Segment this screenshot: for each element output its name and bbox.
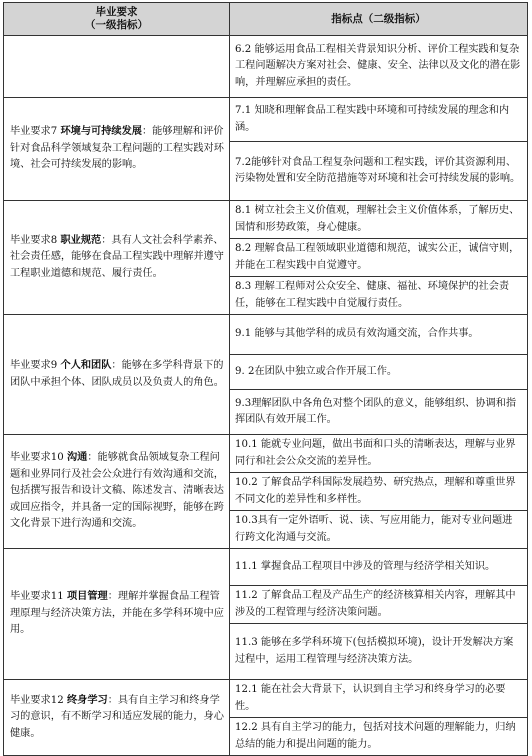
indicator-9-3: 9.3理解团队中各角色对整个团队的意义，能够组织、协调和指挥团队有效开展工作。 <box>230 390 528 435</box>
requirement-11-prefix: 毕业要求11 <box>10 591 64 603</box>
indicator-8-1: 8.1 树立社会主义价值观，理解社会主义价值体系，了解历史、国情和形势政策，身心健康。 <box>230 201 528 239</box>
requirement-cell-empty <box>4 36 230 98</box>
table-row <box>4 98 528 142</box>
requirement-12-title: 终身学习 <box>66 694 108 706</box>
requirement-10-prefix: 毕业要求10 <box>10 452 64 464</box>
requirement-11-title: 项目管理 <box>66 591 108 603</box>
indicator-12-2: 12.2 具有自主学习的能力，包括对技术问题的理解能力，归纳总结的能力和提出问题的能力。 <box>230 718 528 756</box>
requirement-12-prefix: 毕业要求12 <box>10 694 64 706</box>
indicator-9-2: 9. 2在团队中独立或合作开展工作。 <box>230 355 528 390</box>
requirement-9-prefix: 毕业要求9 <box>10 360 58 371</box>
table-row <box>4 435 528 473</box>
requirement-11 <box>4 549 230 680</box>
indicator-8-3: 8.3 理解工程师对公众安全、健康、福祉、环境保护的社会责任，能够在工程实践中自觉履行责任。 <box>230 277 528 315</box>
table-row <box>4 549 528 586</box>
header-requirement <box>4 3 230 36</box>
indicator-11-3: 11.3 能够在多学科环境下(包括模拟环境)，设计开发解决方案过程中，运用工程管理与经济决策方法。 <box>230 624 528 680</box>
table-row <box>4 36 528 98</box>
requirement-7 <box>4 98 230 201</box>
indicator-8-2: 8.2 理解食品工程领域职业道德和规范，诚实公正，诚信守则，并能在工程实践中自觉遵守。 <box>230 239 528 277</box>
table-row <box>4 201 528 239</box>
indicator-11-2: 11.2 了解食品工程及产品生产的经济核算相关内容，理解其中涉及的工程管理与经济决策问题。 <box>230 586 528 624</box>
requirement-10-desc: ：能够就食品领域复杂工程问题和业界同行及社会公众进行有效沟通和交流，包括撰写报告和设计文稿、陈述发言、清晰表达或回应指令，并具备一定的国际视野，能够在跨文化背景下进行沟通和交流。 <box>10 452 224 530</box>
header-requirement-line2: （一级指标） <box>85 19 148 31</box>
indicator-10-3: 10.3具有一定外语听、说、读、写应用能力，能对专业问题进行跨文化沟通与交流。 <box>230 511 528 549</box>
requirement-8-title: 职业规范 <box>60 234 102 246</box>
requirement-7-prefix: 毕业要求7 <box>10 126 58 138</box>
table-row <box>4 315 528 355</box>
indicator-11-1: 11.1 掌握食品工程项目中涉及的管理与经济学相关知识。 <box>230 549 528 586</box>
indicator-10-2: 10.2 了解食品学科国际发展趋势、研究热点，理解和尊重世界不同文化的差异性和多样性。 <box>230 473 528 511</box>
table-header-row <box>4 3 528 36</box>
indicator-6-2: 6.2 能够运用食品工程相关背景知识分析、评价工程实践和复杂工程问题解决方案对社会、健康、安全、法律以及文化的潜在影响，并理解应承担的责任。 <box>230 36 528 98</box>
requirement-12-desc: ：具有自主学习和终身学习的意识，有不断学习和适应发展的能力，身心健康。 <box>10 694 224 739</box>
table-row <box>4 680 528 718</box>
requirement-11-desc: ：理解并掌握食品工程管理原理与经济决策方法，并能在多学科环境中应用。 <box>10 591 224 636</box>
requirement-12 <box>4 680 230 756</box>
requirement-8-prefix: 毕业要求8 <box>10 234 58 246</box>
requirement-9 <box>4 315 230 435</box>
requirement-7-desc: ：能够理解和评价针对食品科学领域复杂工程问题的工程实践对环境、社会可持续发展的影响。 <box>10 126 224 171</box>
indicator-7-2: 7.2能够针对食品工程复杂问题和工程实践，评价其资源利用、污染物处置和安全防范措施等对环境和社会可持续发展的影响。 <box>230 142 528 201</box>
indicator-9-1: 9.1 能够与其他学科的成员有效沟通交流，合作共事。 <box>230 315 528 355</box>
indicator-10-1: 10.1 能就专业问题，做出书面和口头的清晰表达，理解与业界同行和社会公众交流的差异性。 <box>230 435 528 473</box>
requirement-9-desc: ：能够在多学科背景下的团队中承担个体、团队成员以及负责人的角色。 <box>10 360 224 388</box>
requirement-9-title: 个人和团队 <box>60 360 112 371</box>
requirement-10 <box>4 435 230 549</box>
header-requirement-line1: 毕业要求 <box>95 6 138 18</box>
requirement-10-title: 沟通 <box>66 452 88 464</box>
header-indicator: 指标点（二级指标） <box>230 3 528 36</box>
indicator-12-1: 12.1 能在社会大背景下，认识到自主学习和终身学习的必要性。 <box>230 680 528 718</box>
requirements-table <box>3 2 528 756</box>
requirement-8-desc: ：具有人文社会科学素养、社会责任感，能够在食品工程实践中理解并遵守工程职业道德和规范、履行责任。 <box>10 234 224 279</box>
requirement-7-title: 环境与可持续发展 <box>60 126 142 138</box>
requirement-8 <box>4 201 230 315</box>
indicator-7-1: 7.1 知晓和理解食品工程实践中环境和可持续发展的理念和内涵。 <box>230 98 528 142</box>
